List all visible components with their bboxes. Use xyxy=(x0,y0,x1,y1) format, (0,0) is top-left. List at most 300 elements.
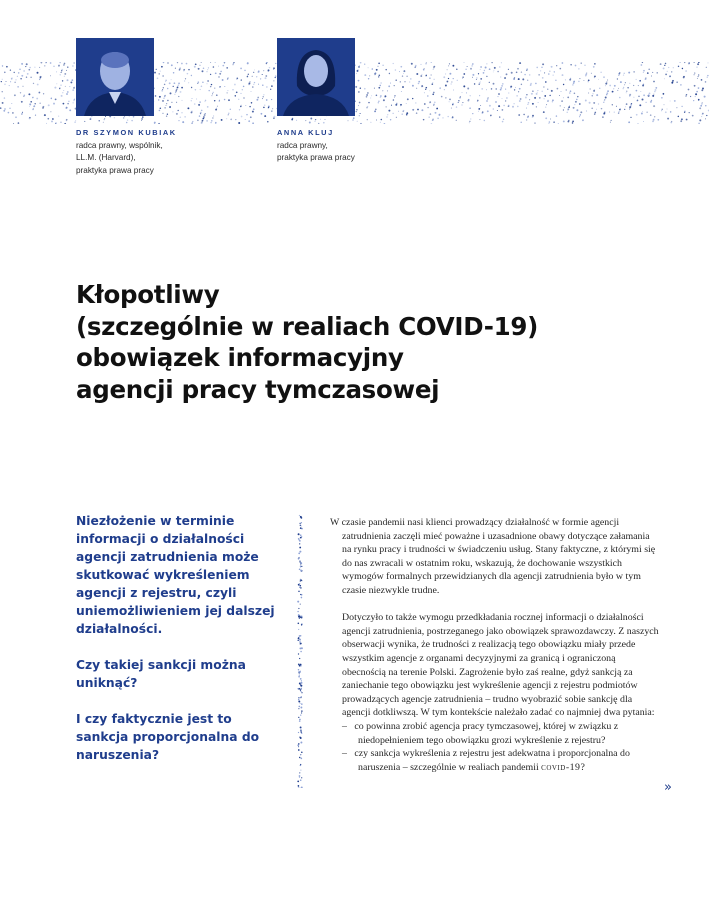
decorative-dot xyxy=(585,100,587,102)
decorative-dot xyxy=(547,100,549,102)
decorative-dot xyxy=(299,737,300,738)
decorative-dot xyxy=(583,80,584,81)
decorative-dot xyxy=(63,103,65,105)
decorative-dot xyxy=(607,79,608,80)
decorative-dot xyxy=(239,109,240,110)
decorative-dot xyxy=(472,74,474,76)
title-line: obowiązek informacyjny xyxy=(76,343,404,372)
decorative-dot xyxy=(626,92,627,93)
decorative-dot xyxy=(301,522,302,523)
decorative-dot xyxy=(175,68,176,69)
decorative-dot xyxy=(165,81,166,82)
decorative-dot xyxy=(22,112,23,113)
decorative-dot xyxy=(164,96,166,98)
decorative-dot xyxy=(248,74,249,75)
decorative-dot xyxy=(36,98,38,100)
decorative-dot xyxy=(416,112,418,114)
decorative-dot xyxy=(298,608,299,609)
decorative-dot xyxy=(636,100,638,102)
decorative-dot xyxy=(594,63,595,64)
decorative-dot xyxy=(624,73,625,74)
decorative-dot xyxy=(576,109,578,111)
decorative-dot xyxy=(487,98,489,100)
decorative-dot xyxy=(544,95,546,97)
decorative-dot xyxy=(593,66,595,68)
decorative-dot xyxy=(300,643,302,645)
decorative-dot xyxy=(160,71,161,72)
decorative-dot xyxy=(402,114,403,115)
decorative-dot xyxy=(629,109,630,110)
decorative-dot xyxy=(412,98,413,99)
decorative-dot xyxy=(564,107,565,108)
decorative-dot xyxy=(215,62,216,63)
decorative-dot xyxy=(297,781,299,783)
decorative-dot xyxy=(425,63,427,65)
decorative-dot xyxy=(532,90,534,92)
decorative-dot xyxy=(518,114,520,116)
decorative-dot xyxy=(198,68,200,70)
decorative-dot xyxy=(181,63,183,65)
decorative-dot xyxy=(479,82,481,84)
decorative-dot xyxy=(178,120,179,121)
decorative-dot xyxy=(663,93,665,95)
decorative-dot xyxy=(32,97,33,98)
decorative-dot xyxy=(467,66,468,67)
decorative-dot xyxy=(266,86,267,87)
decorative-dot xyxy=(141,120,142,121)
decorative-dot xyxy=(238,99,239,100)
decorative-dot xyxy=(486,76,487,77)
decorative-dot xyxy=(268,69,270,71)
decorative-dot xyxy=(457,80,458,81)
decorative-dot xyxy=(188,108,189,109)
decorative-dot xyxy=(256,76,257,77)
decorative-dot xyxy=(202,120,204,122)
decorative-dot xyxy=(525,97,527,99)
decorative-dot xyxy=(126,122,128,124)
decorative-dot xyxy=(396,103,397,104)
decorative-dot xyxy=(653,105,655,107)
decorative-dot xyxy=(368,67,369,68)
decorative-dot xyxy=(239,123,240,124)
decorative-dot xyxy=(180,116,182,118)
decorative-dot xyxy=(664,104,665,105)
list-item xyxy=(342,747,660,774)
decorative-dot xyxy=(671,82,673,84)
decorative-dot xyxy=(300,691,301,692)
decorative-dot xyxy=(695,93,697,95)
decorative-dot xyxy=(369,75,370,76)
decorative-dot xyxy=(233,63,234,64)
decorative-dot xyxy=(542,63,544,65)
decorative-dot xyxy=(23,96,24,97)
decorative-dot xyxy=(64,63,66,65)
decorative-dot xyxy=(234,84,236,86)
decorative-dot xyxy=(378,63,380,65)
decorative-dot xyxy=(376,120,377,121)
decorative-dot xyxy=(300,678,302,680)
author-kubiak xyxy=(76,127,177,177)
decorative-dot xyxy=(612,104,613,105)
decorative-dot xyxy=(421,109,423,111)
decorative-dot xyxy=(665,63,666,64)
decorative-dot xyxy=(469,107,471,109)
decorative-dot xyxy=(563,109,564,110)
decorative-dot xyxy=(179,70,180,71)
decorative-dot xyxy=(243,97,244,98)
decorative-dot xyxy=(215,72,217,74)
decorative-dot xyxy=(448,65,449,66)
decorative-dot xyxy=(210,122,211,123)
decorative-dot xyxy=(480,78,482,80)
decorative-dot xyxy=(267,121,269,123)
decorative-dot xyxy=(650,114,652,116)
decorative-dot xyxy=(43,93,44,94)
decorative-dot xyxy=(161,90,163,92)
decorative-dot xyxy=(527,80,528,81)
decorative-dot xyxy=(103,119,105,121)
decorative-dot xyxy=(301,777,302,778)
decorative-dot xyxy=(400,66,402,68)
decorative-dot xyxy=(11,103,12,104)
author-role: praktyka prawa pracy xyxy=(76,165,154,175)
author-role: radca prawny, wspólnik, xyxy=(76,141,163,151)
list-item-text: ? xyxy=(580,761,585,773)
decorative-dot xyxy=(449,63,450,64)
decorative-dot xyxy=(567,97,569,99)
decorative-dot xyxy=(58,116,59,117)
decorative-dot xyxy=(178,96,179,97)
decorative-dot xyxy=(629,95,630,96)
decorative-dot xyxy=(519,100,521,102)
decorative-dot xyxy=(545,81,547,83)
decorative-dot xyxy=(157,77,159,79)
decorative-dot xyxy=(358,91,359,92)
decorative-dot xyxy=(18,72,20,74)
decorative-dot xyxy=(63,90,64,91)
decorative-dot xyxy=(462,102,463,103)
decorative-dot xyxy=(44,114,46,116)
decorative-dot xyxy=(514,89,515,90)
decorative-dot xyxy=(521,71,522,72)
decorative-dot xyxy=(696,91,698,93)
decorative-dot xyxy=(230,119,231,120)
decorative-dot xyxy=(543,86,544,87)
decorative-dot xyxy=(272,108,273,109)
decorative-dot xyxy=(470,95,471,96)
decorative-dot xyxy=(241,116,243,118)
decorative-dot xyxy=(364,64,365,65)
decorative-dot xyxy=(204,101,205,102)
decorative-dot xyxy=(499,66,500,67)
decorative-dot xyxy=(172,111,173,112)
decorative-dot xyxy=(400,105,401,106)
decorative-dot xyxy=(696,66,697,67)
decorative-dot xyxy=(300,565,301,566)
decorative-dot xyxy=(69,109,71,111)
decorative-dot xyxy=(611,120,612,121)
decorative-dot xyxy=(403,110,405,112)
decorative-dot xyxy=(585,74,587,76)
decorative-dot xyxy=(499,116,500,117)
decorative-dot xyxy=(162,75,163,76)
decorative-dot xyxy=(249,81,250,82)
decorative-dot xyxy=(64,73,66,75)
decorative-dot xyxy=(609,112,610,113)
decorative-dot xyxy=(472,63,473,64)
decorative-dot xyxy=(230,109,231,110)
decorative-dot xyxy=(598,103,599,104)
decorative-dot xyxy=(614,112,615,113)
decorative-dot xyxy=(29,106,30,107)
decorative-dot xyxy=(463,73,465,75)
decorative-dot xyxy=(271,111,272,112)
decorative-dot xyxy=(440,87,441,88)
decorative-dot xyxy=(541,67,542,68)
list-item: – co powinna zrobić agencja pracy tymczasowej, której w związku z niedopełnieniem tego obowiązku grozi wykreślenie z rejestru? xyxy=(342,720,619,746)
title-line: agencji pracy tymczasowej xyxy=(76,374,440,404)
decorative-dot xyxy=(366,94,368,96)
decorative-dot xyxy=(299,543,300,544)
decorative-dot xyxy=(451,83,452,84)
decorative-dot xyxy=(399,71,400,72)
decorative-dot xyxy=(684,62,685,63)
decorative-dot xyxy=(163,113,164,114)
decorative-dot xyxy=(452,103,454,105)
decorative-dot xyxy=(169,106,171,108)
decorative-dot xyxy=(376,95,378,97)
decorative-dot xyxy=(489,68,491,70)
decorative-dot xyxy=(537,90,538,91)
decorative-dot xyxy=(433,69,434,70)
decorative-dot xyxy=(389,110,390,111)
decorative-dot xyxy=(586,73,587,74)
decorative-dot xyxy=(690,96,691,97)
decorative-dot xyxy=(379,85,381,87)
decorative-dot xyxy=(404,71,405,72)
decorative-dot xyxy=(248,84,249,85)
decorative-dot xyxy=(449,98,451,100)
decorative-dot xyxy=(594,76,596,78)
decorative-dot xyxy=(670,111,671,112)
decorative-dot xyxy=(598,79,599,80)
decorative-dot xyxy=(429,77,431,79)
decorative-dot xyxy=(300,585,302,587)
decorative-dot xyxy=(497,71,499,73)
decorative-dot xyxy=(360,62,362,64)
author-kluj xyxy=(277,127,355,165)
decorative-dot xyxy=(191,111,193,113)
decorative-dot xyxy=(619,109,621,111)
decorative-dot xyxy=(364,74,366,76)
decorative-dot xyxy=(262,85,263,86)
decorative-dot xyxy=(4,97,5,98)
decorative-dot xyxy=(448,78,449,79)
decorative-dot xyxy=(299,583,300,584)
decorative-dot xyxy=(133,116,134,117)
decorative-dot xyxy=(670,122,672,124)
decorative-dot xyxy=(503,105,504,106)
decorative-dot xyxy=(537,92,538,93)
decorative-dot xyxy=(467,88,469,90)
decorative-dot xyxy=(162,100,164,102)
decorative-dot xyxy=(508,92,509,93)
decorative-dot xyxy=(210,62,211,63)
decorative-dot xyxy=(591,73,592,74)
decorative-dot xyxy=(464,62,465,63)
decorative-dot xyxy=(300,594,301,595)
decorative-dot xyxy=(366,96,368,98)
decorative-dot xyxy=(544,72,545,73)
decorative-dot xyxy=(562,62,564,64)
decorative-dot xyxy=(240,106,242,108)
decorative-dot xyxy=(698,123,699,124)
decorative-dot xyxy=(298,533,300,535)
decorative-dot xyxy=(12,112,14,114)
decorative-dot xyxy=(18,122,20,124)
decorative-dot xyxy=(672,80,674,82)
decorative-dot xyxy=(263,107,265,109)
decorative-dot xyxy=(207,80,209,82)
decorative-dot xyxy=(618,112,619,113)
decorative-dot xyxy=(166,103,167,104)
decorative-dot xyxy=(446,81,448,83)
article-lead xyxy=(76,512,282,782)
decorative-dot xyxy=(663,67,665,69)
decorative-dot xyxy=(300,635,302,637)
decorative-dot xyxy=(432,119,434,121)
decorative-dot xyxy=(263,70,264,71)
decorative-dot xyxy=(586,110,587,111)
decorative-dot xyxy=(382,90,383,91)
decorative-dot xyxy=(301,703,303,705)
decorative-dot xyxy=(484,120,485,121)
decorative-dot xyxy=(493,108,495,110)
decorative-dot xyxy=(188,69,190,71)
lead-paragraph: Niezłożenie w terminie informacji o działalności agencji zatrudnienia może skutkować wykreśleniem agencji z rejestru, czyli uniemożliwieniem jej dalszej działalności. xyxy=(76,514,275,636)
decorative-dot xyxy=(657,119,659,121)
decorative-dot xyxy=(299,775,301,777)
decorative-dot xyxy=(606,81,607,82)
decorative-dot xyxy=(626,103,628,105)
decorative-dot xyxy=(356,73,357,74)
decorative-dot xyxy=(370,97,371,98)
decorative-dot xyxy=(33,83,34,84)
decorative-dot xyxy=(127,119,128,120)
decorative-dot xyxy=(90,117,91,118)
decorative-dot xyxy=(300,580,301,581)
decorative-dot xyxy=(265,77,267,79)
decorative-dot xyxy=(502,110,503,111)
decorative-dot xyxy=(462,77,463,78)
decorative-dot xyxy=(549,121,551,123)
decorative-dot xyxy=(275,77,276,78)
decorative-dot xyxy=(298,653,299,654)
decorative-dot xyxy=(299,658,300,659)
decorative-dot xyxy=(623,88,624,89)
decorative-dot xyxy=(527,104,528,105)
decorative-dot xyxy=(426,87,428,89)
decorative-dot xyxy=(694,72,695,73)
decorative-dot xyxy=(253,84,254,85)
decorative-dot xyxy=(512,106,514,108)
decorative-dot xyxy=(212,93,213,94)
decorative-dot xyxy=(203,117,204,118)
decorative-dot xyxy=(299,777,300,778)
decorative-dot xyxy=(694,85,696,87)
decorative-dot xyxy=(633,85,634,86)
decorative-dot xyxy=(661,110,662,111)
decorative-dot xyxy=(252,76,253,77)
decorative-dot xyxy=(603,102,604,103)
decorative-dot xyxy=(612,92,613,93)
decorative-dot xyxy=(298,671,300,673)
decorative-dot xyxy=(568,106,570,108)
decorative-dot xyxy=(599,88,600,89)
decorative-dot xyxy=(236,79,237,80)
decorative-dot xyxy=(2,65,3,66)
decorative-dot xyxy=(425,89,426,90)
decorative-dot xyxy=(476,79,477,80)
body-paragraph: Dotyczyło to także wymogu przedkładania rocznej informacji o działalności agencji zatrudnienia, postrzeganego jako obowiązek sprawozdawczy. Z naszych obserwacji wynika, że trudności z realizacją tego obowiązku miały przede wszystkim agencje z organami decyzyjnymi za granicą i ograniczoną obecnością na terenie Polski. Zagrożenie było zaś realne, gdyż sankcją za zaniechanie tego obowiązku jest wykreślenie agencji z rejestru podmiotów prowadzących agencje zatrudnienia – trudno wyobrazić sobie sankcję dla agencji dotkliwszą. W tym kontekście należało zadać co najmniej dwa pytania: xyxy=(342,612,659,719)
decorative-dot xyxy=(412,85,414,87)
decorative-dot xyxy=(243,86,245,88)
decorative-dot xyxy=(300,730,301,731)
decorative-dot xyxy=(171,64,173,66)
decorative-dot xyxy=(701,79,703,81)
decorative-dot xyxy=(456,106,457,107)
decorative-dot xyxy=(300,714,301,715)
decorative-dot xyxy=(648,94,650,96)
decorative-dot xyxy=(264,105,265,106)
decorative-dot xyxy=(389,86,390,87)
decorative-dot xyxy=(498,93,500,95)
decorative-dot xyxy=(214,88,215,89)
decorative-dot xyxy=(549,71,550,72)
decorative-dot xyxy=(200,112,202,114)
decorative-dot xyxy=(705,105,706,106)
decorative-dot xyxy=(707,77,708,78)
decorative-dot xyxy=(235,119,236,120)
decorative-dot xyxy=(600,72,601,73)
decorative-dot xyxy=(159,96,161,98)
author-role: LL.M. (Harvard), xyxy=(76,153,136,163)
decorative-dot xyxy=(59,62,60,63)
decorative-dot xyxy=(561,100,563,102)
decorative-dot xyxy=(176,113,178,115)
decorative-dot xyxy=(538,74,539,75)
decorative-dot xyxy=(616,106,617,107)
decorative-dot xyxy=(503,119,504,120)
decorative-dot xyxy=(173,72,175,74)
decorative-dot xyxy=(44,65,45,66)
decorative-dot xyxy=(53,103,55,105)
decorative-dot xyxy=(554,71,555,72)
decorative-dot xyxy=(452,65,454,67)
decorative-dot xyxy=(648,68,650,70)
decorative-dot xyxy=(53,66,54,67)
decorative-dot xyxy=(543,111,545,113)
decorative-dot xyxy=(359,65,360,66)
decorative-dot xyxy=(605,97,607,99)
decorative-dot xyxy=(576,99,578,101)
decorative-dot xyxy=(51,120,53,122)
decorative-dot xyxy=(309,122,311,124)
decorative-dot xyxy=(528,102,530,104)
decorative-dot xyxy=(240,68,242,70)
decorative-dot xyxy=(526,108,527,109)
decorative-dot xyxy=(398,111,399,112)
